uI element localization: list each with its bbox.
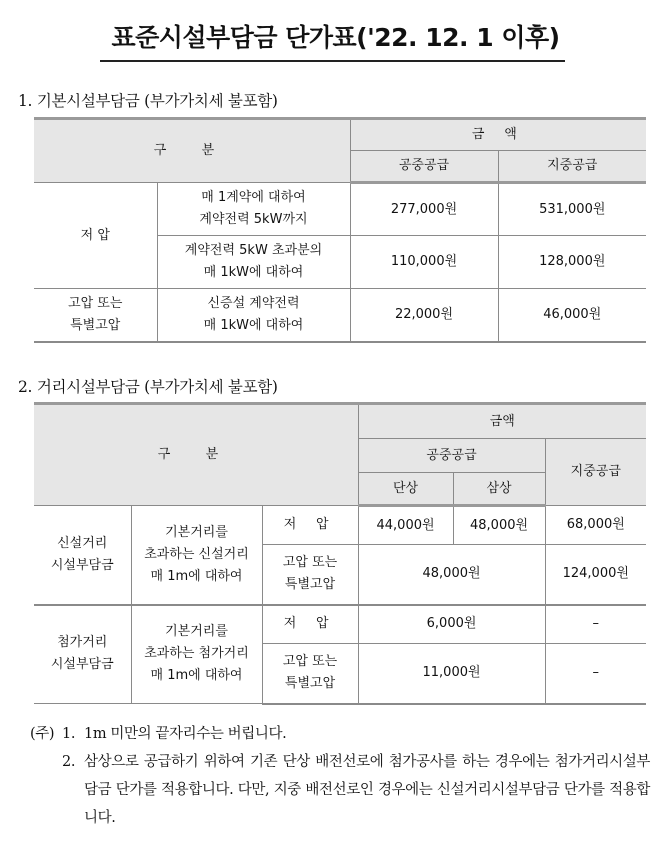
note-item (30, 748, 650, 832)
table-row (34, 183, 646, 236)
single-phase-header: 단상 (358, 473, 453, 506)
table-row (34, 605, 646, 644)
underground-supply-value: 68,000원 (545, 506, 646, 545)
condition-cell: 계약전력 5kW 초과분의 매 1kW에 대하여 (157, 236, 350, 289)
note-prefix: (주) (30, 726, 55, 742)
note-text: 삼상으로 공급하기 위하여 기존 단상 배전선로에 첨가공사를 하는 경우에는 첨가거리시설부담금 단가를 적용합니다. 다만, 지중 배전선로인 경우에는 신설거리시설부담금 단가를 적용합니다. (84, 754, 650, 826)
voltage-cell: 저 압 (262, 605, 358, 644)
low-voltage-label: 저 압 (34, 183, 157, 289)
note-number: 2. (62, 754, 76, 770)
public-supply-value: 6,000원 (358, 605, 545, 644)
voltage-cell: 고압 또는 특별고압 (262, 545, 358, 605)
public-supply-value: 277,000원 (350, 183, 498, 236)
underground-supply-value: 124,000원 (545, 545, 646, 605)
group-name-cell: 첨가거리 시설부담금 (34, 605, 131, 704)
title-underline (100, 60, 565, 62)
underground-supply-value: 46,000원 (498, 289, 646, 342)
condition-cell: 기본거리를 초과하는 첨가거리 매 1m에 대하여 (131, 605, 262, 704)
page-title: 표준시설부담금 단가표('22. 12. 1 이후) (111, 23, 560, 52)
distance-facility-fee-table (34, 402, 646, 705)
three-phase-value: 48,000원 (453, 506, 545, 545)
note-text: 1m 미만의 끝자리수는 버립니다. (84, 726, 287, 742)
voltage-cell: 저 압 (262, 506, 358, 545)
underground-supply-header: 지중공급 (545, 439, 646, 506)
basic-facility-fee-table (34, 117, 646, 343)
notes (30, 720, 650, 832)
underground-supply-value: 128,000원 (498, 236, 646, 289)
public-supply-value: 11,000원 (358, 644, 545, 704)
single-phase-value: 44,000원 (358, 506, 453, 545)
public-supply-value: 110,000원 (350, 236, 498, 289)
category-header: 구 분 (34, 404, 358, 506)
public-supply-header: 공중공급 (350, 151, 498, 183)
condition-cell: 기본거리를 초과하는 신설거리 매 1m에 대하여 (131, 506, 262, 605)
underground-supply-value: – (545, 605, 646, 644)
section1-heading: 1. 기본시설부담금 (부가가치세 불포함) (18, 92, 278, 110)
public-supply-header: 공중공급 (358, 439, 545, 473)
amount-header: 금액 (358, 404, 646, 439)
table-row (34, 506, 646, 545)
voltage-cell: 고압 또는 특별고압 (262, 644, 358, 704)
three-phase-header: 삼상 (453, 473, 545, 506)
public-supply-value: 48,000원 (358, 545, 545, 605)
underground-supply-header: 지중공급 (498, 151, 646, 183)
underground-supply-value: 531,000원 (498, 183, 646, 236)
condition-cell: 신증설 계약전력 매 1kW에 대하여 (157, 289, 350, 342)
note-item (30, 720, 650, 748)
note-number: 1. (62, 726, 76, 742)
underground-supply-value: – (545, 644, 646, 704)
section2-heading: 2. 거리시설부담금 (부가가치세 불포함) (18, 378, 278, 396)
category-header: 구 분 (34, 119, 350, 183)
group-name-cell: 신설거리 시설부담금 (34, 506, 131, 605)
high-voltage-label: 고압 또는 특별고압 (34, 289, 157, 342)
table-row (34, 289, 646, 342)
public-supply-value: 22,000원 (350, 289, 498, 342)
condition-cell: 매 1계약에 대하여 계약전력 5kW까지 (157, 183, 350, 236)
amount-header: 금 액 (350, 119, 646, 151)
